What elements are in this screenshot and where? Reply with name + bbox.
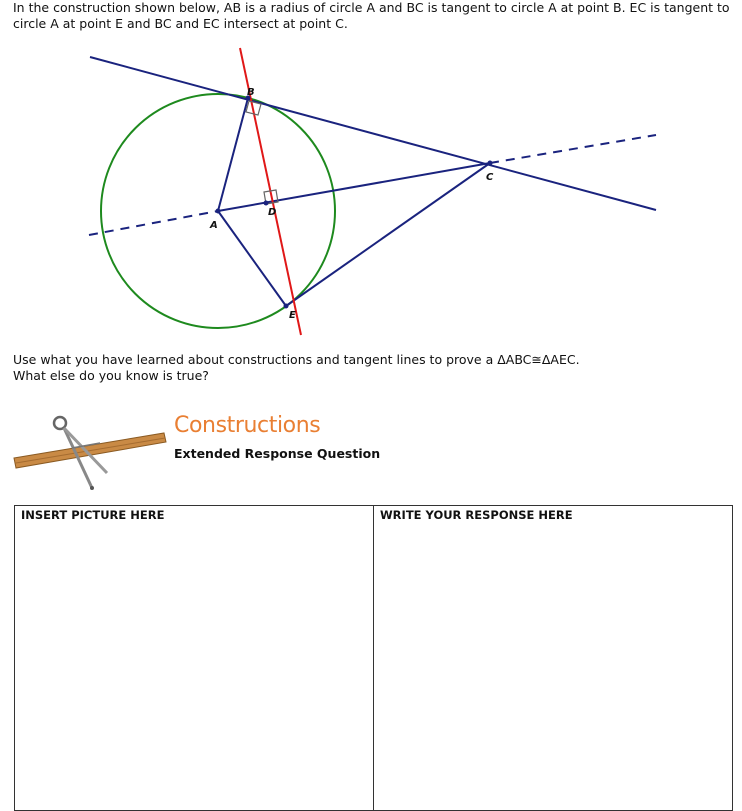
prompt (13, 352, 580, 384)
label-e: E (289, 310, 296, 321)
problem-statement: In the construction shown below, AB is a radius of circle A and BC is tangent to circle A at point B. EC is tangent to circle A at point E and BC and EC intersect at point C. (13, 0, 730, 31)
point-e (284, 304, 289, 309)
point-a (216, 209, 221, 214)
tangent-construction-diagram (0, 40, 742, 340)
label-a: A (210, 220, 218, 231)
prompt-line-1: Use what you have learned about constructions and tangent lines to prove a ΔABC≅ΔAEC. (13, 352, 580, 367)
picture-box-label: INSERT PICTURE HERE (21, 508, 165, 522)
compass-ruler-icon (12, 408, 172, 493)
response-box-label: WRITE YOUR RESPONSE HERE (380, 508, 573, 522)
segment-ab (218, 98, 248, 211)
point-c (488, 161, 493, 166)
point-d (264, 201, 269, 206)
banner-subtitle: Extended Response Question (174, 446, 381, 461)
dashed-line-right (490, 135, 656, 163)
prompt-line-2: What else do you know is true? (13, 368, 209, 383)
label-c: C (486, 172, 494, 183)
label-d: D (268, 207, 277, 218)
banner-title: Constructions (174, 413, 321, 438)
dashed-line-left (89, 211, 218, 235)
segment-ae (218, 211, 286, 306)
response-box[interactable] (373, 505, 733, 811)
segment-ac (218, 163, 490, 211)
tangent-line-bc (90, 57, 656, 210)
label-b: B (247, 87, 255, 98)
picture-box[interactable] (14, 505, 374, 811)
tangent-line-ec (286, 163, 490, 306)
